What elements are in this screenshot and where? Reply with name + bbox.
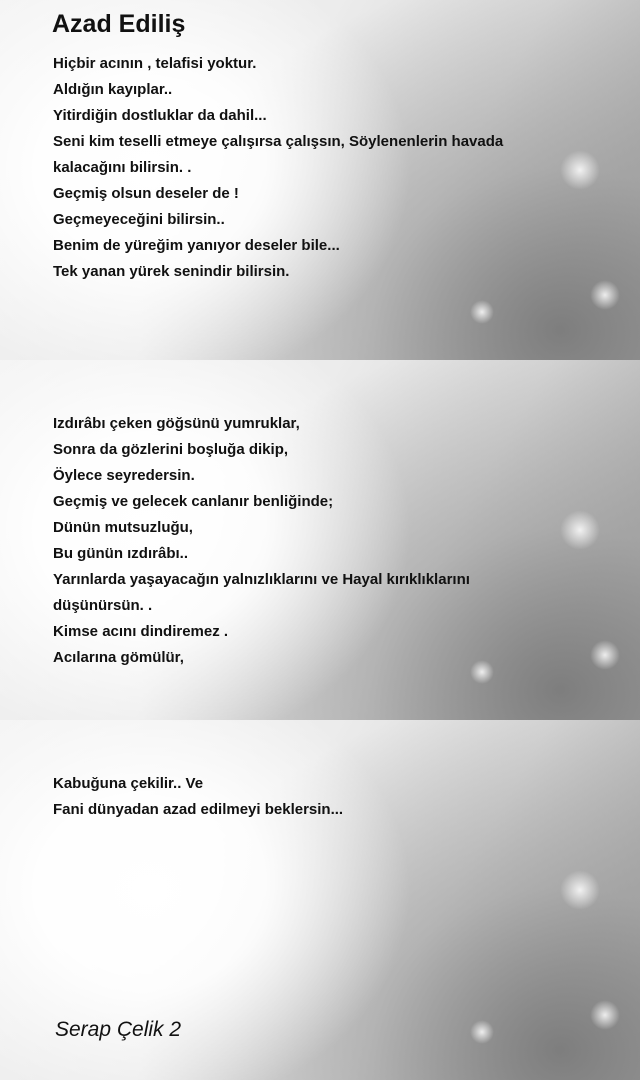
poem-line: Dünün mutsuzluğu,	[53, 519, 193, 536]
poem-line: Kabuğuna çekilir.. Ve	[53, 775, 204, 792]
bokeh-light	[560, 870, 600, 910]
poem-line: Öylece seyredersin.	[53, 467, 195, 484]
poem-line: Izdırâbı çeken göğsünü yumruklar,	[53, 415, 300, 432]
bokeh-light	[470, 1020, 494, 1044]
poem-line: Aldığın kayıplar..	[53, 81, 173, 98]
poem-line: Geçmiş ve gelecek canlanır benliğinde;	[53, 493, 334, 510]
poem-line: Seni kim teselli etmeye çalışırsa çalışsın, Söylenenlerin havada	[53, 133, 504, 150]
poem-stanza	[53, 771, 573, 823]
poem-line: Acılarına gömülür,	[53, 649, 184, 666]
poem-line: düşünürsün. .	[53, 597, 153, 614]
poem-author: Serap Çelik 2	[55, 1018, 182, 1041]
poem-line: Tek yanan yürek senindir bilirsin.	[53, 263, 290, 280]
poem-card-2	[0, 360, 640, 720]
poem-line: Hiçbir acının , telafisi yoktur.	[53, 55, 257, 72]
poem-line: Geçmeyeceğini bilirsin..	[53, 211, 225, 228]
poem-title: Azad Ediliş	[52, 10, 186, 38]
poem-card-3	[0, 720, 640, 1080]
poem-line: kalacağını bilirsin. .	[53, 159, 192, 176]
poem-line: Geçmiş olsun deseler de !	[53, 185, 239, 202]
bokeh-light	[590, 280, 620, 310]
poem-card-1	[0, 0, 640, 360]
poem-stanza	[53, 51, 573, 285]
poem-line: Kimse acını dindiremez .	[53, 623, 229, 640]
bokeh-light	[590, 640, 620, 670]
poem-line: Fani dünyadan azad edilmeyi beklersin...	[53, 801, 344, 818]
poem-line: Yarınlarda yaşayacağın yalnızlıklarını ve Hayal kırıklıklarını	[53, 571, 470, 588]
poem-line: Bu günün ızdırâbı..	[53, 545, 188, 562]
poem-line: Benim de yüreğim yanıyor deseler bile...	[53, 237, 340, 254]
poem-line: Yitirdiğin dostluklar da dahil...	[53, 107, 267, 124]
bokeh-light	[590, 1000, 620, 1030]
bokeh-light	[470, 300, 494, 324]
poem-stanza	[53, 411, 573, 671]
poem-line: Sonra da gözlerini boşluğa dikip,	[53, 441, 289, 458]
